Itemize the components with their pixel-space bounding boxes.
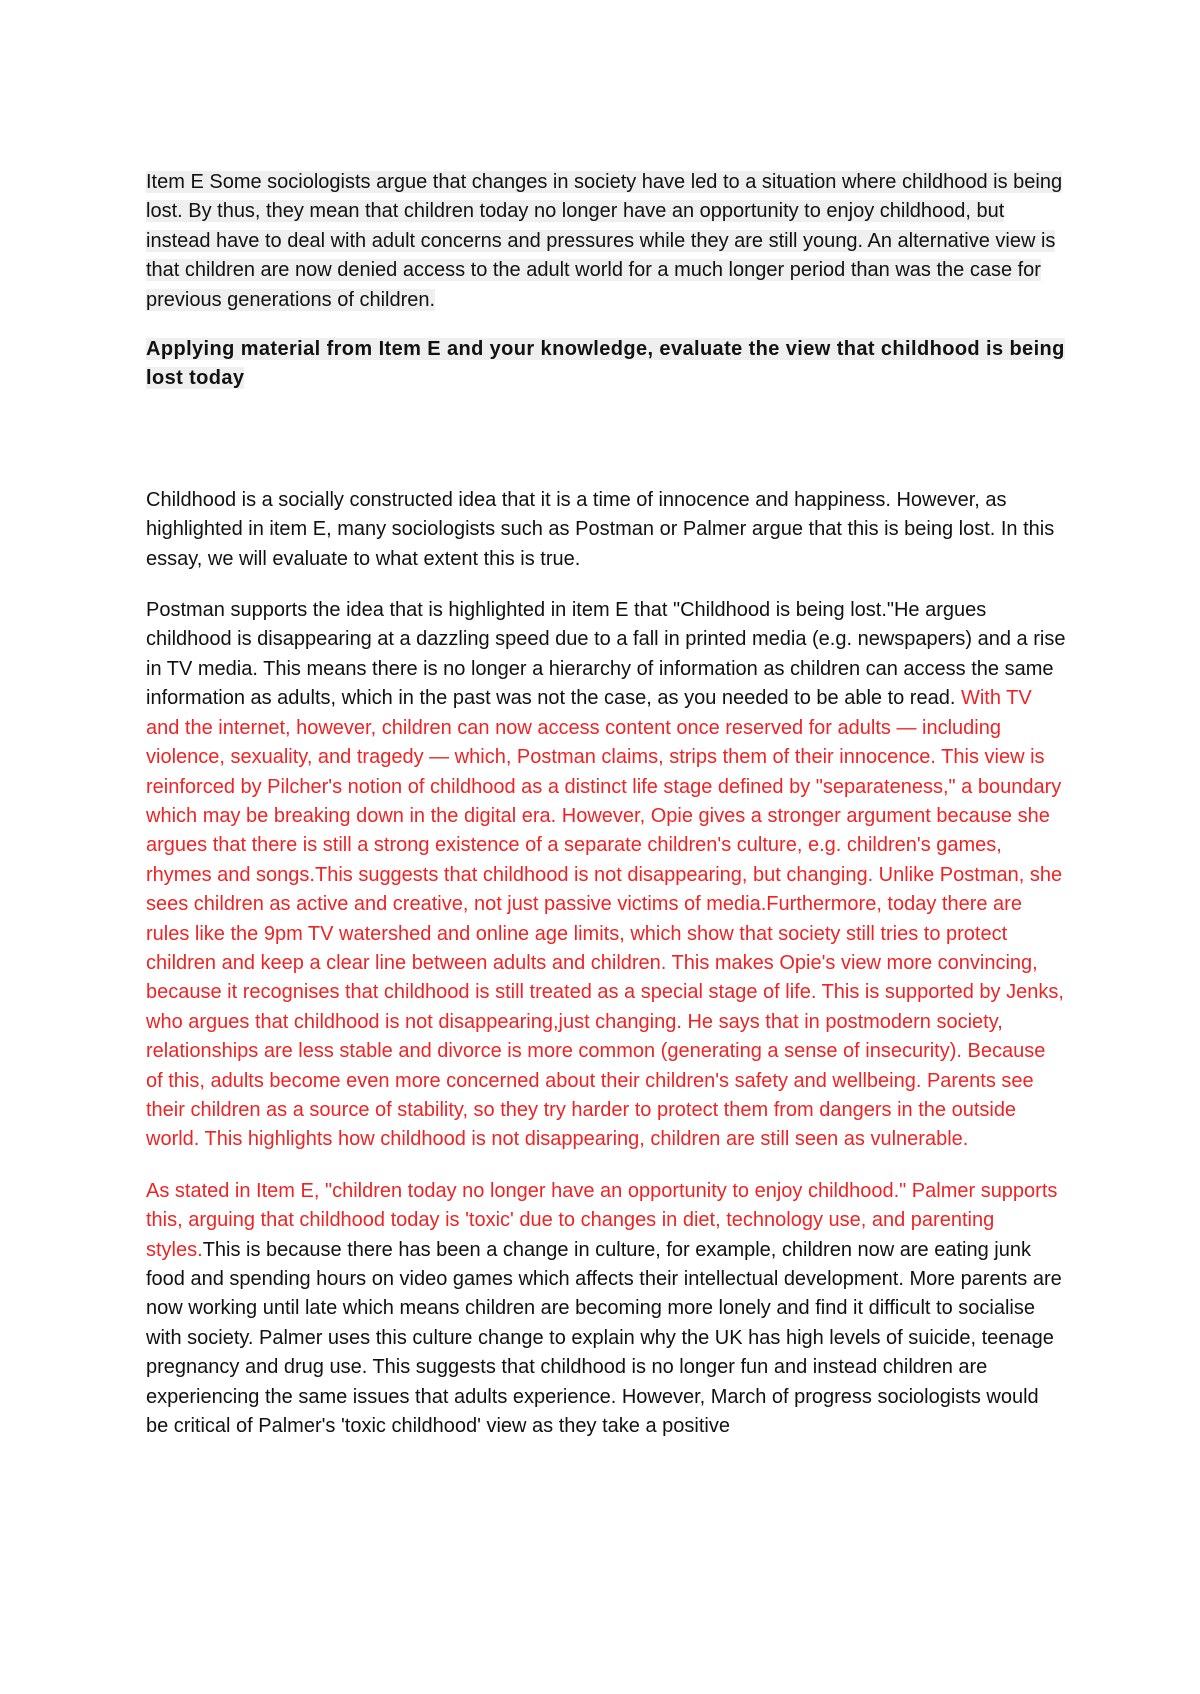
intro-paragraph: Childhood is a socially constructed idea that it is a time of innocence and happiness. However, as highlighted in item E, many sociologists such as Postman or Palmer argue that this is being lost. In this essay, we will evaluate to what extent this is true.	[146, 488, 1055, 570]
item-e-text: Item E Some sociologists argue that changes in society have led to a situation where childhood is being lost. By thus, they mean that children today no longer have an opportunity to enjoy childhood, but instead have to deal with adult concerns and pressures while they are still young. An alternative view is that children are now denied access to the adult world for a much longer period than was the case for previous generations of children.	[146, 171, 1063, 311]
palmer-paragraph	[146, 1177, 1066, 1442]
postman-paragraph	[146, 596, 1066, 1155]
palmer-paragraph-black: This is because there has been a change in culture, for example, children now are eating junk food and spending hours on video games which affects their intellectual development. More parents are now working until late which means children are becoming more lonely and find it difficult to socialise with society. Palmer uses this culture change to explain why the UK has high levels of suicide, teenage pregnancy and drug use. This suggests that childhood is no longer fun and instead children are experiencing the same issues that adults experience. However, March of progress sociologists would be critical of Palmer's 'toxic childhood' view as they take a positive	[146, 1238, 1062, 1438]
item-e-paragraph	[146, 168, 1066, 315]
palmer-paragraph-red: As stated in Item E, "children today no longer have an opportunity to enjoy childhood." Palmer supports this, arguing that childhood today is 'toxic' due to changes in diet, technology use, and parenting styles.	[146, 1179, 1058, 1261]
postman-paragraph-black: Postman supports the idea that is highlighted in item E that "Childhood is being lost."He argues childhood is disappearing at a dazzling speed due to a fall in printed media (e.g. newspapers) and a rise in TV media. This means there is no longer a hierarchy of information as children can access the same information as adults, which in the past was not the case, as you needed to be able to read.	[146, 599, 1066, 710]
essay-question-text: Applying material from Item E and your knowledge, evaluate the view that childhood is being lost today	[146, 338, 1065, 390]
essay-question	[146, 335, 1066, 394]
postman-paragraph-red: With TV and the internet, however, children can now access content once reserved for adults — including violence, sexuality, and tragedy — which, Postman claims, strips them of their innocence. This view is reinforced by Pilcher's notion of childhood as a distinct life stage defined by "separateness," a boundary which may be breaking down in the digital era. However, Opie gives a stronger argument because she argues that there is still a strong existence of a separate children's culture, e.g. children's games, rhymes and songs.This suggests that childhood is not disappearing, but changing. Unlike Postman, she sees children as active and creative, not just passive victims of media.Furthermore, today there are rules like the 9pm TV watershed and online age limits, which show that society still tries to protect children and keep a clear line between adults and children. This makes Opie's view more convincing, because it recognises that childhood is still treated as a special stage of life. This is supported by Jenks, who argues that childhood is not disappearing,just changing. He says that in postmodern society, relationships are less stable and divorce is more common (generating a sense of insecurity). Because of this, adults become even more concerned about their children's safety and wellbeing. Parents see their children as a source of stability, so they try harder to protect them from dangers in the outside world. This highlights how childhood is not disappearing, children are still seen as vulnerable.	[146, 687, 1064, 1151]
document-body	[146, 168, 1066, 1463]
